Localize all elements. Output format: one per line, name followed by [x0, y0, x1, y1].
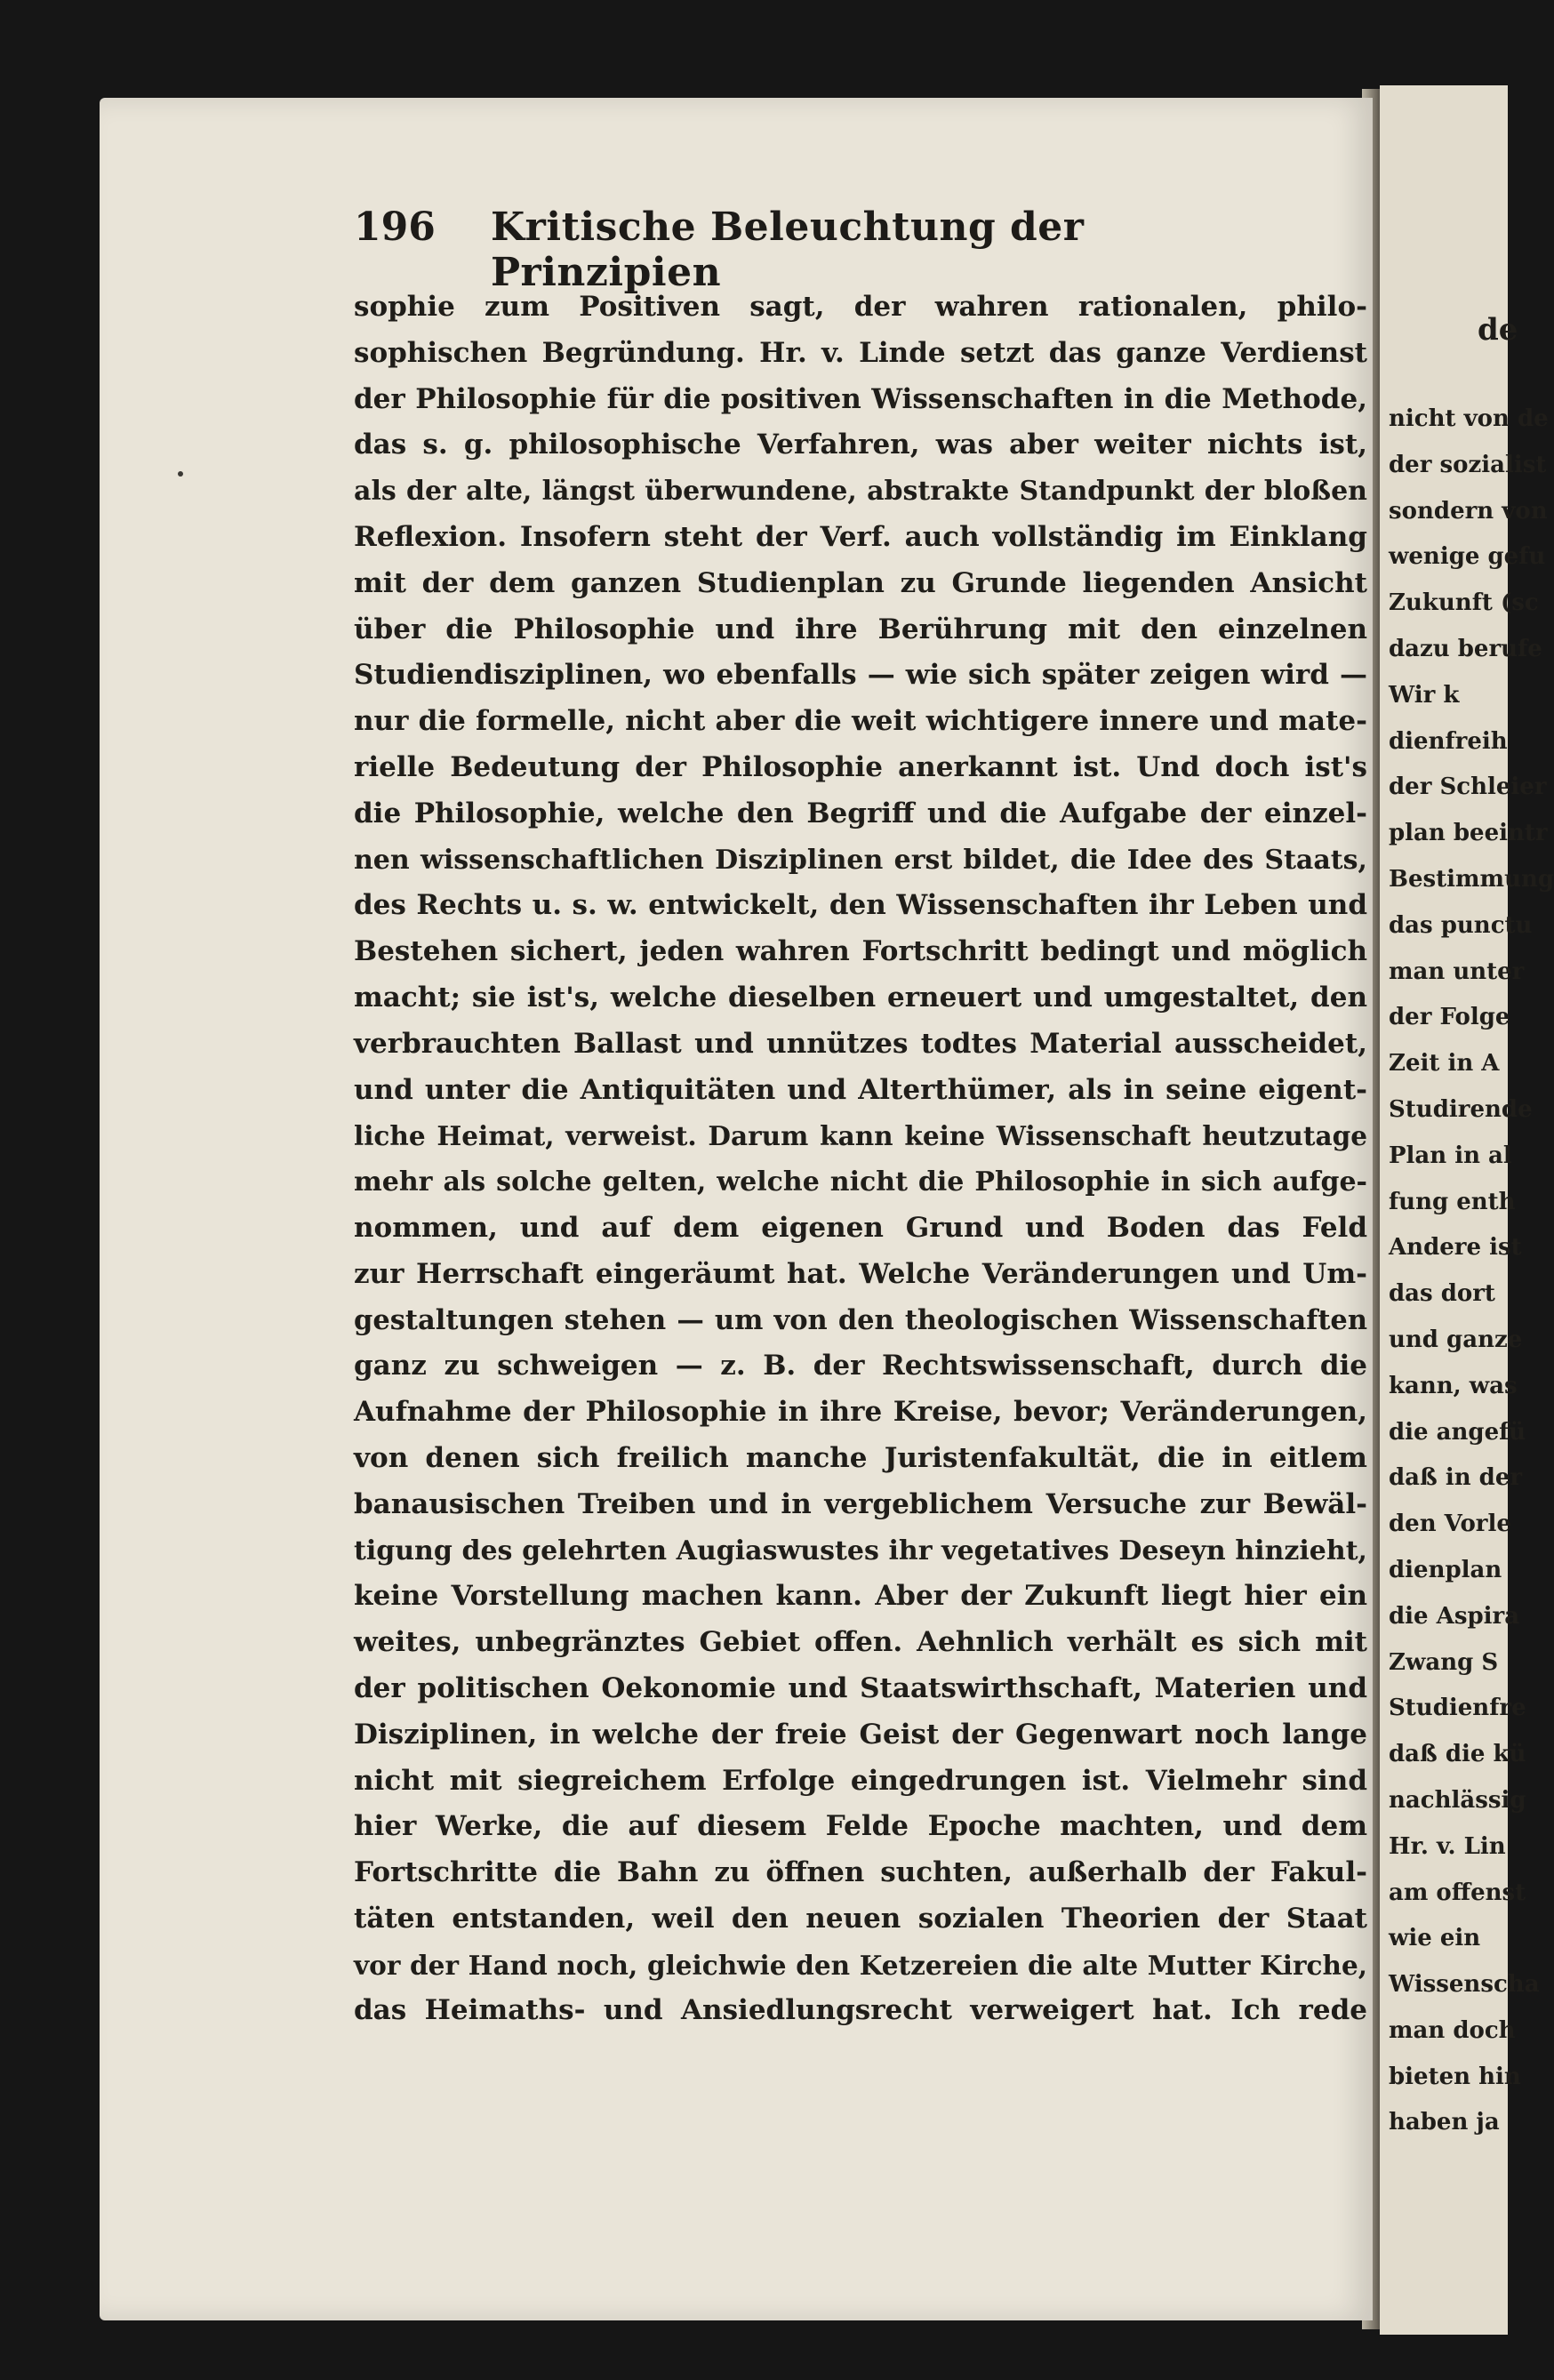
text-line: mit der dem ganzen Studienplan zu Grunde liegenden Ansicht [354, 566, 1367, 599]
text-line: die Philosophie, welche den Begriff und die Aufgabe der einzel- [354, 797, 1367, 829]
text-line: sophie zum Positiven sagt, der wahren rationalen, philo- [354, 291, 1367, 323]
next-page-line: das dort [1389, 1280, 1495, 1308]
text-line: sophischen Begründung. Hr. v. Linde setzt das ganze Verdienst [354, 336, 1367, 369]
next-page-line: Plan in al [1389, 1142, 1512, 1169]
text-line: banausischen Treiben und in vergeblichem Versuche zur Bewäl- [354, 1487, 1367, 1520]
next-page-line: die angefü [1389, 1418, 1526, 1446]
text-line: Disziplinen, in welche der freie Geist der Gegenwart noch lange [354, 1718, 1367, 1751]
text-line: macht; sie ist's, welche dieselben erneuert und umgestaltet, den [354, 981, 1367, 1014]
next-page-line: am offenst [1389, 1879, 1526, 1906]
next-page-line: der Folge [1389, 1004, 1510, 1031]
text-line: nen wissenschaftlichen Disziplinen erst bildet, die Idee des Staats, [354, 844, 1367, 876]
text-line: das s. g. philosophische Verfahren, was aber weiter nichts ist, [354, 429, 1367, 461]
text-line: mehr als solche gelten, welche nicht die Philosophie in sich aufge- [354, 1166, 1367, 1198]
text-line: über die Philosophie und ihre Berührung mit den einzelnen [354, 613, 1367, 645]
next-page-line: man unter [1389, 958, 1525, 985]
next-page-line: daß die kü [1389, 1741, 1526, 1768]
next-page-line: kann, was [1389, 1372, 1518, 1399]
next-page-line: Zukunft (sc [1389, 589, 1539, 617]
text-line: das Heimaths- und Ansiedlungsrecht verweigert hat. Ich rede [354, 1994, 1367, 2027]
text-line: des Rechts u. s. w. entwickelt, den Wissenschaften ihr Leben und [354, 889, 1367, 922]
next-page-line: dazu berufe [1389, 635, 1542, 662]
next-page-line: Studienfre [1389, 1695, 1526, 1722]
text-line: tigung des gelehrten Augiaswustes ihr vegetatives Deseyn hinzieht, [354, 1535, 1367, 1567]
next-page-line: Zeit in A [1389, 1050, 1500, 1078]
next-page-line: Andere ist [1389, 1234, 1522, 1262]
text-line: weites, unbegränztes Gebiet offen. Aehnlich verhält es sich mit [354, 1626, 1367, 1659]
next-page-header-fragment: de [1478, 312, 1518, 348]
text-line: Reflexion. Insofern steht der Verf. auch vollständig im Einklang [354, 520, 1367, 553]
next-page-line: dienplan [1389, 1556, 1502, 1583]
next-page-line: der sozialist [1389, 451, 1547, 478]
next-page-line: dienfreih [1389, 727, 1508, 755]
text-line: Studiendisziplinen, wo ebenfalls — wie sich später zeigen wird — [354, 659, 1367, 692]
text-line: zur Herrschaft eingeräumt hat. Welche Veränderungen und Um- [354, 1257, 1367, 1290]
text-line: der Philosophie für die positiven Wissenschaften in die Methode, [354, 382, 1367, 415]
next-page-line: wenige gefu [1389, 543, 1546, 571]
page-number: 196 [354, 204, 436, 250]
text-line: nicht mit siegreichem Erfolge eingedrungen ist. Vielmehr sind [354, 1764, 1367, 1797]
text-line: gestaltungen stehen — um von den theologischen Wissenschaften [354, 1303, 1367, 1336]
text-line: keine Vorstellung machen kann. Aber der Zukunft liegt hier ein [354, 1580, 1367, 1613]
text-line: als der alte, längst überwundene, abstrakte Standpunkt der bloßen [354, 476, 1367, 508]
text-line: nur die formelle, nicht aber die weit wichtigere innere und mate- [354, 705, 1367, 738]
text-line: der politischen Oekonomie und Staatswirthschaft, Materien und [354, 1671, 1367, 1704]
next-page-line: Bestimmung [1389, 865, 1554, 893]
next-page-line: das punctu [1389, 911, 1533, 939]
text-line: nommen, und auf dem eigenen Grund und Boden das Feld [354, 1211, 1367, 1244]
next-page-line: bieten hin [1389, 2063, 1521, 2090]
next-page-line: die Aspira [1389, 1602, 1520, 1630]
next-page-line: nachlässig [1389, 1786, 1526, 1814]
text-line: von denen sich freilich manche Juristenfakultät, die in eitlem [354, 1441, 1367, 1474]
next-page-line: Wissenscha [1389, 1971, 1540, 1999]
next-page-line: wie ein [1389, 1925, 1481, 1952]
next-page-line: fung enth [1389, 1188, 1516, 1215]
next-page-line: Hr. v. Lin [1389, 1832, 1506, 1860]
text-line: liche Heimat, verweist. Darum kann keine Wissenschaft heutzutage [354, 1120, 1367, 1152]
next-page-line: Zwang S [1389, 1648, 1499, 1676]
next-page-line: haben ja [1389, 2109, 1500, 2136]
text-line: verbrauchten Ballast und unnützes todtes Material ausscheidet, [354, 1027, 1367, 1060]
text-line: Fortschritte die Bahn zu öffnen suchten, außerhalb der Fakul- [354, 1856, 1367, 1889]
next-page-line: und ganze [1389, 1326, 1523, 1353]
next-page-line: nicht von de [1389, 405, 1549, 432]
page-header [354, 204, 1207, 295]
text-line: rielle Bedeutung der Philosophie anerkannt ist. Und doch ist's [354, 750, 1367, 783]
next-page-line: Studirende [1389, 1095, 1533, 1123]
body-text [354, 284, 1367, 2034]
next-page-lines [1389, 397, 1554, 2146]
text-line: täten entstanden, weil den neuen sozialen Theorien der Staat [354, 1902, 1367, 1935]
next-page-line: der Schleier [1389, 773, 1547, 801]
next-page-line: plan beeintr [1389, 820, 1548, 847]
text-line: hier Werke, die auf diesem Felde Epoche machten, und dem [354, 1810, 1367, 1843]
next-page-line: man doch [1389, 2016, 1516, 2044]
text-line: ganz zu schweigen — z. B. der Rechtswissenschaft, durch die [354, 1350, 1367, 1382]
next-page-line: daß in der [1389, 1464, 1523, 1492]
next-page-line: sondern von [1389, 497, 1548, 525]
margin-dot-mark [178, 471, 183, 477]
next-page-line: Wir k [1389, 681, 1460, 709]
text-line: und unter die Antiquitäten und Alterthümer, als in seine eigent- [354, 1073, 1367, 1106]
text-line: vor der Hand noch, gleichwie den Ketzereien die alte Mutter Kirche, [354, 1949, 1367, 1981]
right-page-fragment [1380, 85, 1554, 2335]
text-line: Bestehen sichert, jeden wahren Fortschritt bedingt und möglich [354, 935, 1367, 968]
next-page-line: den Vorle [1389, 1511, 1511, 1538]
text-line: Aufnahme der Philosophie in ihre Kreise, bevor; Veränderungen, [354, 1396, 1367, 1429]
running-title: Kritische Beleuchtung der Prinzipien [490, 204, 1085, 295]
